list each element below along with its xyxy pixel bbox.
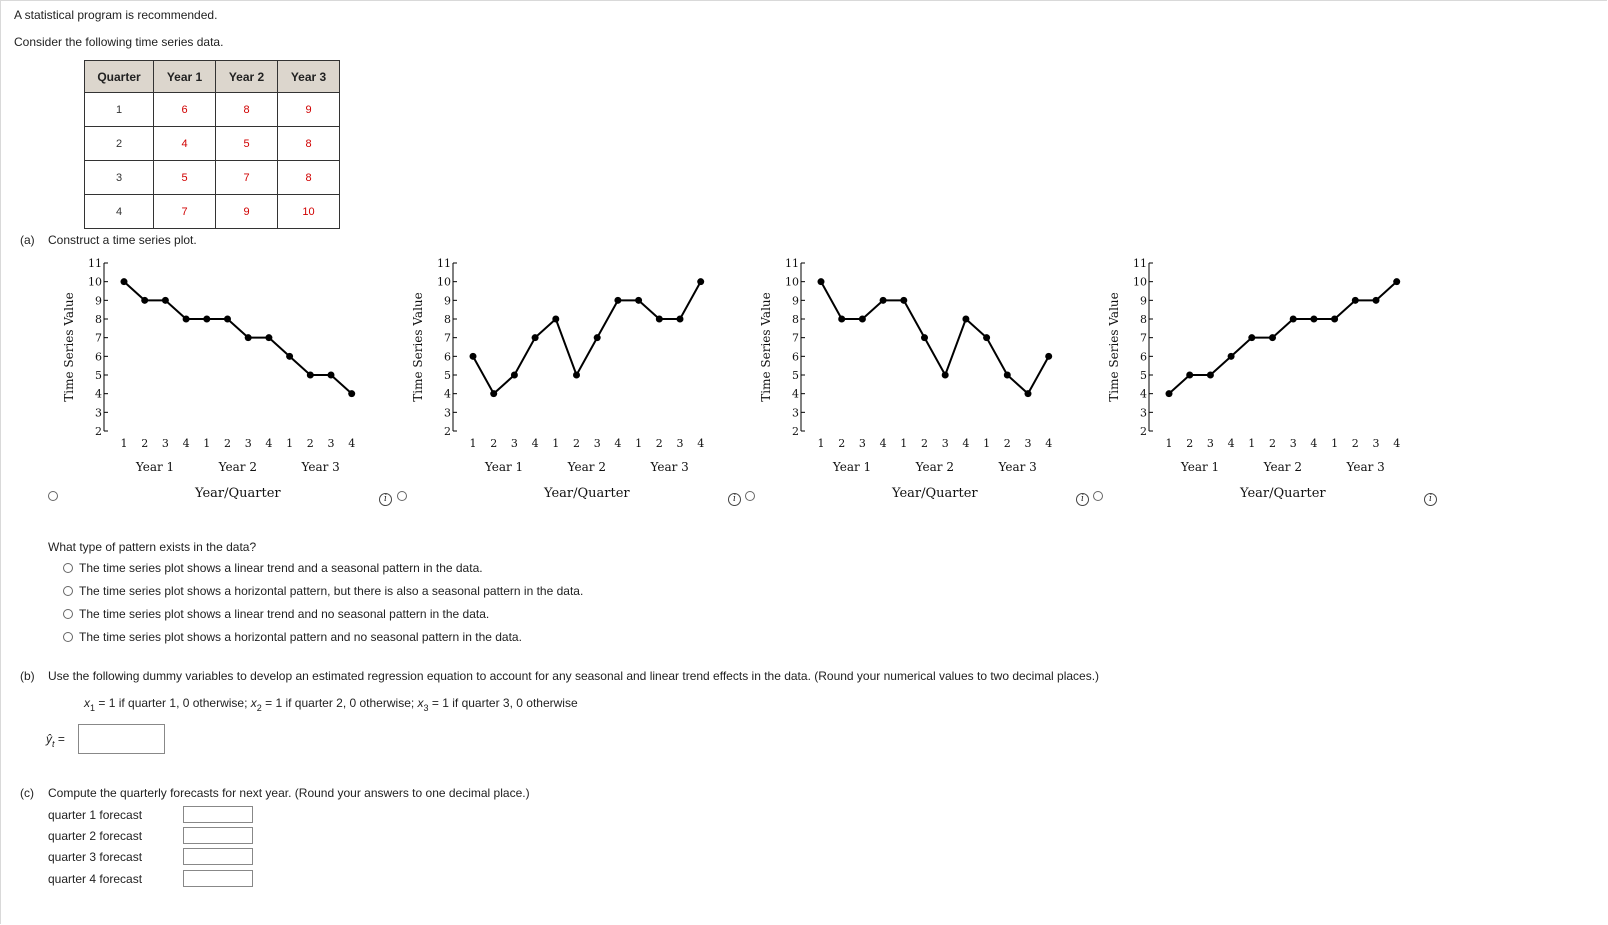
x-tick-label: 3 (593, 437, 601, 450)
data-point (1331, 316, 1338, 323)
table-row (85, 93, 340, 127)
y-tick-label: 8 (792, 313, 799, 326)
x-tick-label: 3 (1206, 437, 1214, 450)
data-point (552, 316, 559, 323)
x-tick-label: 2 (655, 437, 663, 450)
table-cell: 2 (85, 127, 154, 161)
y-tick-label: 8 (95, 313, 102, 326)
dummy-x3-text: = 1 if quarter 3, 0 otherwise (428, 696, 578, 710)
data-point (470, 353, 477, 360)
data-point (677, 316, 684, 323)
data-point (1166, 390, 1173, 397)
pattern-option-3-label[interactable]: The time series plot shows a linear trend and no seasonal pattern in the data. (79, 607, 490, 621)
y-tick-label: 6 (1140, 350, 1147, 364)
data-point (141, 297, 148, 304)
quarter-3-forecast-input[interactable] (183, 848, 253, 865)
data-point (1310, 316, 1317, 323)
x-tick-label: 4 (697, 437, 705, 450)
dummy-x2-text: = 1 if quarter 2, 0 otherwise; (261, 696, 418, 710)
y-tick-label: 3 (792, 406, 799, 420)
x-tick-label: 1 (469, 437, 477, 450)
y-tick-label: 2 (792, 425, 799, 438)
x-tick-label: 4 (614, 437, 622, 450)
x-tick-label: 1 (817, 437, 825, 450)
part-b-prompt: Use the following dummy variables to develop an estimated regression equation to account for any seasonal and linear trend effects in the data. (Round your numerical values to two decimal places.) (48, 669, 1100, 683)
y-tick-label: 9 (792, 294, 799, 308)
x-tick-label: 3 (858, 437, 866, 450)
dummy-x3-subscript: 3 (423, 703, 429, 713)
y-tick-label: 10 (88, 275, 102, 289)
x-tick-label: 2 (838, 437, 846, 450)
year-label: Year 2 (567, 460, 607, 474)
y-axis-title: Time Series Value (759, 292, 773, 402)
data-point (307, 372, 314, 379)
year-label: Year 3 (998, 460, 1037, 474)
plot-option-3-radio[interactable] (745, 491, 755, 501)
y-tick-label: 7 (792, 331, 799, 345)
year-label: Year 2 (915, 460, 955, 474)
x-tick-label: 1 (900, 437, 908, 450)
table-cell: 8 (278, 127, 340, 161)
year-label: Year 2 (1263, 460, 1303, 474)
x-tick-label: 3 (1024, 437, 1032, 450)
data-point (859, 316, 866, 323)
x-axis-title: Year/Quarter (892, 486, 978, 501)
plot-option-4-radio[interactable] (1093, 491, 1103, 501)
dummy-x1-subscript: 1 (90, 703, 96, 713)
y-tick-label: 11 (88, 258, 102, 270)
pattern-option-2-label[interactable]: The time series plot shows a horizontal pattern, but there is also a seasonal pattern in the data. (79, 584, 584, 598)
part-c-label: (c) (20, 786, 34, 800)
y-tick-label: 6 (444, 350, 451, 364)
data-point (594, 334, 601, 341)
data-point (635, 297, 642, 304)
x-tick-label: 2 (490, 437, 498, 450)
data-point (900, 297, 907, 304)
regression-equation-input[interactable] (78, 724, 165, 754)
time-series-plot-option-1 (58, 258, 358, 508)
data-point (921, 334, 928, 341)
equation-label (46, 732, 65, 749)
x-tick-label: 1 (1248, 437, 1256, 450)
table-cell: 5 (154, 161, 216, 195)
x-tick-label: 1 (635, 437, 643, 450)
plot-option-2-info-icon[interactable]: i (728, 493, 741, 506)
y-tick-label: 10 (1133, 275, 1147, 289)
plot-option-3-info-icon[interactable]: i (1076, 493, 1089, 506)
x-tick-label: 2 (306, 437, 314, 450)
plot-option-2-radio[interactable] (397, 491, 407, 501)
pattern-option-4-label[interactable]: The time series plot shows a horizontal pattern and no seasonal pattern in the data. (79, 630, 522, 644)
x-tick-label: 1 (552, 437, 560, 450)
y-tick-label: 4 (1140, 387, 1147, 401)
data-point (224, 316, 231, 323)
data-point (818, 278, 825, 285)
table-header: Year 3 (278, 61, 340, 93)
x-tick-label: 3 (510, 437, 518, 450)
year-label: Year 2 (218, 460, 258, 474)
intro-line-2: Consider the following time series data. (14, 35, 224, 49)
data-point (121, 278, 128, 285)
data-point (942, 372, 949, 379)
y-tick-label: 7 (1140, 331, 1147, 345)
data-point (1228, 353, 1235, 360)
intro-line-1: A statistical program is recommended. (14, 8, 218, 22)
x-tick-label: 3 (1372, 437, 1380, 450)
data-point (1004, 372, 1011, 379)
equals-sign: = (54, 732, 65, 746)
data-point (1393, 278, 1400, 285)
y-tick-label: 6 (792, 350, 799, 364)
table-header-row (85, 61, 340, 93)
data-point (614, 297, 621, 304)
x-axis-title: Year/Quarter (544, 486, 630, 501)
x-tick-label: 3 (244, 437, 252, 450)
y-tick-label: 9 (444, 294, 451, 308)
y-hat-symbol: ŷ (46, 732, 52, 746)
year-label: Year 1 (484, 460, 524, 474)
year-label: Year 3 (650, 460, 689, 474)
part-b-label: (b) (20, 669, 35, 683)
data-point (511, 372, 518, 379)
x-tick-label: 1 (1331, 437, 1339, 450)
x-tick-label: 3 (327, 437, 335, 450)
data-point (203, 316, 210, 323)
data-point (490, 390, 497, 397)
y-axis-title: Time Series Value (1107, 292, 1121, 402)
plot-option-1-info-icon[interactable]: i (379, 493, 392, 506)
x-tick-label: 3 (676, 437, 684, 450)
pattern-option-2-radio[interactable] (63, 586, 73, 596)
year-label: Year 1 (135, 460, 175, 474)
x-tick-label: 1 (286, 437, 294, 450)
y-axis-title: Time Series Value (62, 292, 76, 402)
pattern-option-1-label[interactable]: The time series plot shows a linear trend and a seasonal pattern in the data. (79, 561, 483, 575)
quarter-3-forecast-label: quarter 3 forecast (48, 850, 143, 864)
pattern-question: What type of pattern exists in the data? (48, 540, 257, 554)
y-tick-label: 7 (95, 331, 102, 345)
x-tick-label: 2 (1269, 437, 1276, 450)
data-point (1290, 316, 1297, 323)
plot-option-4-info-icon[interactable]: i (1424, 493, 1437, 506)
y-tick-label: 8 (1140, 313, 1147, 326)
dummy-x1-var: x (84, 696, 90, 710)
time-series-plot-option-4 (1103, 258, 1403, 508)
x-tick-label: 3 (161, 437, 169, 450)
table-cell: 4 (85, 195, 154, 229)
y-tick-label: 11 (1133, 258, 1147, 270)
table-cell: 8 (216, 93, 278, 127)
plot-option-1-radio[interactable] (48, 491, 58, 501)
table-header: Quarter (85, 61, 154, 93)
y-tick-label: 4 (792, 387, 799, 401)
pattern-option-1-radio[interactable] (63, 563, 73, 573)
x-tick-label: 4 (182, 437, 190, 450)
data-point (962, 316, 969, 323)
y-tick-label: 10 (437, 275, 451, 289)
dummy-x2-var: x (250, 696, 257, 710)
y-tick-label: 5 (1140, 369, 1147, 382)
pattern-option-4-radio[interactable] (63, 632, 73, 642)
table-cell: 10 (278, 195, 340, 229)
data-point (838, 316, 845, 323)
y-tick-label: 6 (95, 350, 102, 364)
y-tick-label: 9 (1140, 294, 1147, 308)
x-axis-title: Year/Quarter (195, 486, 281, 501)
data-point (1025, 390, 1032, 397)
y-tick-label: 8 (444, 313, 451, 326)
part-a-label: (a) (20, 233, 35, 247)
x-tick-label: 4 (962, 437, 970, 450)
dummy-x2-subscript: 2 (256, 703, 262, 713)
x-tick-label: 4 (348, 437, 356, 450)
data-point (183, 316, 190, 323)
table-header: Year 1 (154, 61, 216, 93)
data-point (245, 334, 252, 341)
year-label: Year 1 (1180, 460, 1220, 474)
data-point (286, 353, 293, 360)
quarter-1-forecast-label: quarter 1 forecast (48, 808, 143, 822)
year-label: Year 3 (1346, 460, 1385, 474)
table-cell: 9 (216, 195, 278, 229)
data-point (532, 334, 539, 341)
y-tick-label: 4 (444, 387, 451, 401)
x-tick-label: 4 (1310, 437, 1318, 450)
x-tick-label: 2 (141, 437, 149, 450)
x-tick-label: 2 (1351, 437, 1359, 450)
y-tick-label: 11 (785, 258, 799, 270)
y-axis-title: Time Series Value (411, 292, 425, 402)
y-tick-label: 10 (785, 275, 799, 289)
table-cell: 8 (278, 161, 340, 195)
data-point (1248, 334, 1255, 341)
quarter-2-forecast-input[interactable] (183, 827, 253, 844)
table-cell: 5 (216, 127, 278, 161)
x-tick-label: 4 (1227, 437, 1235, 450)
y-tick-label: 2 (444, 425, 451, 438)
y-tick-label: 5 (792, 369, 799, 382)
table-cell: 4 (154, 127, 216, 161)
y-tick-label: 5 (95, 369, 102, 382)
y-tick-label: 9 (95, 294, 102, 308)
data-point (1373, 297, 1380, 304)
data-point (880, 297, 887, 304)
series-line (1169, 282, 1397, 394)
x-tick-label: 4 (531, 437, 539, 450)
dummy-variable-definitions (84, 696, 578, 713)
data-point (983, 334, 990, 341)
y-tick-label: 2 (1140, 425, 1147, 438)
series-line (124, 282, 352, 394)
table-cell: 7 (216, 161, 278, 195)
y-tick-label: 3 (444, 406, 451, 420)
table-cell: 1 (85, 93, 154, 127)
data-point (162, 297, 169, 304)
x-tick-label: 1 (120, 437, 128, 450)
quarter-4-forecast-label: quarter 4 forecast (48, 872, 143, 886)
time-series-plot-option-2 (407, 258, 707, 508)
x-tick-label: 1 (1165, 437, 1173, 450)
part-a-prompt: Construct a time series plot. (48, 233, 197, 247)
y-hat-subscript: t (52, 739, 55, 749)
x-tick-label: 4 (265, 437, 273, 450)
table-row (85, 161, 340, 195)
y-tick-label: 4 (95, 387, 102, 401)
time-series-plot-option-3 (755, 258, 1055, 508)
data-point (1207, 372, 1214, 379)
data-point (265, 334, 272, 341)
data-point (1186, 372, 1193, 379)
x-tick-label: 4 (1045, 437, 1053, 450)
table-row (85, 127, 340, 161)
pattern-option-3-radio[interactable] (63, 609, 73, 619)
year-label: Year 3 (301, 460, 340, 474)
data-point (656, 316, 663, 323)
x-tick-label: 2 (573, 437, 580, 450)
table-row (85, 195, 340, 229)
table-cell: 6 (154, 93, 216, 127)
x-tick-label: 3 (1289, 437, 1297, 450)
series-line (821, 282, 1049, 394)
data-point (573, 372, 580, 379)
series-line (473, 282, 701, 394)
dummy-x1-text: = 1 if quarter 1, 0 otherwise; (95, 696, 251, 710)
x-tick-label: 2 (921, 437, 928, 450)
data-point (1045, 353, 1052, 360)
part-c-prompt: Compute the quarterly forecasts for next year. (Round your answers to one decimal place.) (48, 786, 530, 800)
data-point (697, 278, 704, 285)
table-header: Year 2 (216, 61, 278, 93)
x-tick-label: 1 (983, 437, 991, 450)
quarter-1-forecast-input[interactable] (183, 806, 253, 823)
y-tick-label: 3 (95, 406, 102, 420)
data-point (1352, 297, 1359, 304)
x-tick-label: 1 (203, 437, 211, 450)
table-cell: 7 (154, 195, 216, 229)
dummy-x3-var: x (417, 696, 424, 710)
data-point (328, 372, 335, 379)
x-axis-title: Year/Quarter (1240, 486, 1326, 501)
table-cell: 3 (85, 161, 154, 195)
data-point (348, 390, 355, 397)
quarter-4-forecast-input[interactable] (183, 870, 253, 887)
x-tick-label: 3 (941, 437, 949, 450)
y-tick-label: 5 (444, 369, 451, 382)
y-tick-label: 3 (1140, 406, 1147, 420)
data-point (1269, 334, 1276, 341)
y-tick-label: 11 (437, 258, 451, 270)
y-tick-label: 2 (95, 425, 102, 438)
table-cell: 9 (278, 93, 340, 127)
x-tick-label: 2 (1186, 437, 1194, 450)
x-tick-label: 2 (1003, 437, 1011, 450)
x-tick-label: 2 (224, 437, 231, 450)
x-tick-label: 4 (1393, 437, 1401, 450)
year-label: Year 1 (832, 460, 872, 474)
quarter-2-forecast-label: quarter 2 forecast (48, 829, 143, 843)
time-series-table (84, 60, 340, 229)
y-tick-label: 7 (444, 331, 451, 345)
x-tick-label: 4 (879, 437, 887, 450)
